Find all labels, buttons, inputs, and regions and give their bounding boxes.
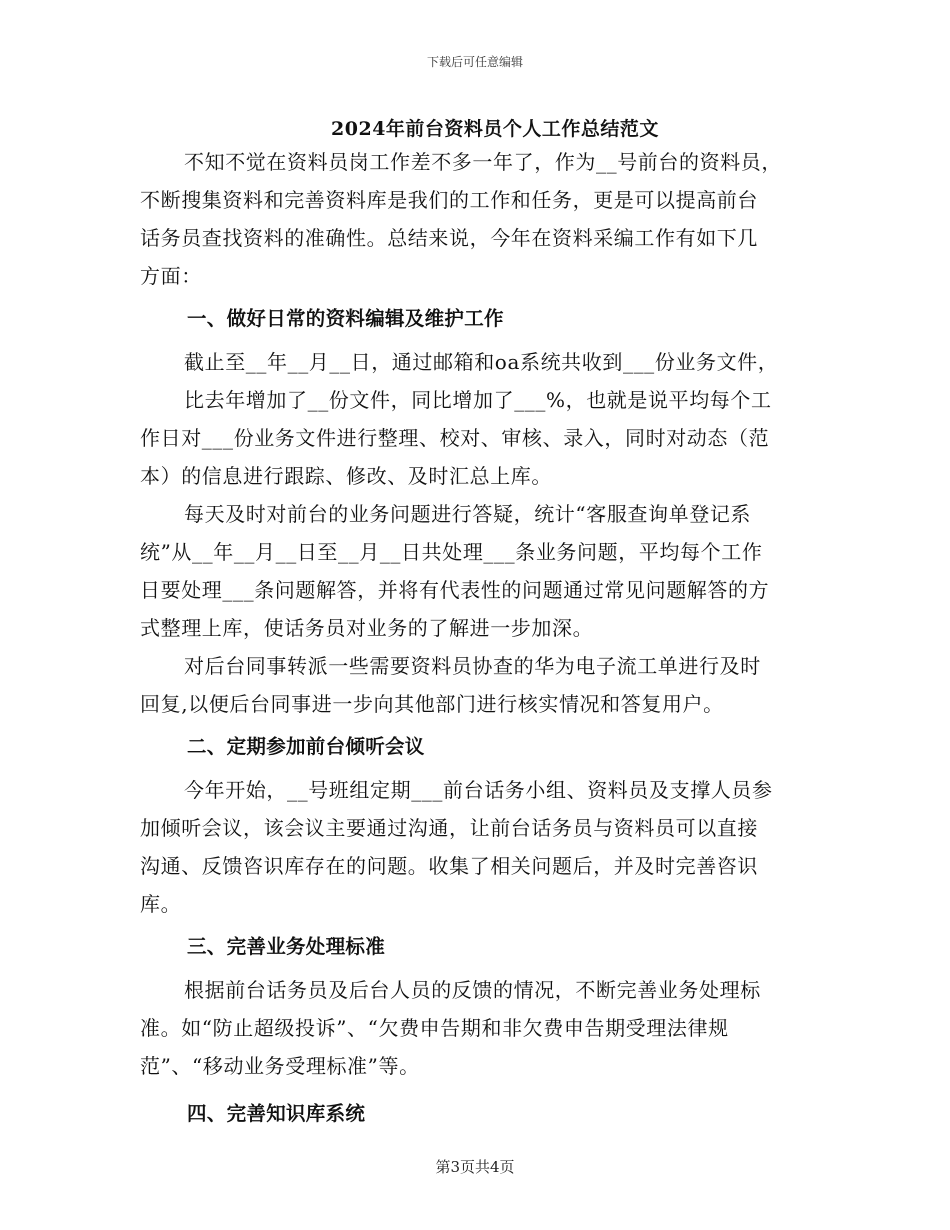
p2-line-2: 统”从__年__月__日至__月__日共处理___条业务问题，平均每个工作 <box>140 540 763 564</box>
p1-line-4: 本）的信息进行跟踪、修改、及时汇总上库。 <box>140 464 552 488</box>
p4-line-2: 加倾听会议，该会议主要通过沟通，让前台话务员与资料员可以直接 <box>140 816 758 840</box>
p2-line-4: 式整理上库，使话务员对业务的了解进一步加深。 <box>140 616 594 640</box>
p5-line-3: 范”、“移动业务受理标准”等。 <box>140 1054 420 1078</box>
section-heading-4: 四、完善知识库系统 <box>187 1102 366 1125</box>
intro-line-3: 话务员查找资料的准确性。总结来说，今年在资料采编工作有如下几 <box>140 226 758 250</box>
p5-line-2: 准。如“防止超级投诉”、“欠费申告期和非欠费申告期受理法律规 <box>140 1016 729 1040</box>
intro-line-4: 方面： <box>140 264 202 288</box>
page-footer: 第3页共4页 <box>435 1158 515 1176</box>
section-heading-3: 三、完善业务处理标准 <box>187 935 386 958</box>
p1-line-3: 作日对___份业务文件进行整理、校对、审核、录入，同时对动态（范 <box>140 426 770 450</box>
p2-line-3: 日要处理___条问题解答，并将有代表性的问题通过常见问题解答的方 <box>140 578 770 602</box>
intro-line-1: 不知不觉在资料员岗工作差不多一年了，作为__号前台的资料员， <box>184 150 782 174</box>
document-body <box>140 143 812 1133</box>
p1-line-1: 截止至__年__月__日，通过邮箱和oa系统共收到___份业务文件， <box>184 350 779 374</box>
header-note: 下载后可任意编辑 <box>426 55 523 69</box>
p5-line-1: 根据前台话务员及后台人员的反馈的情况，不断完善业务处理标 <box>184 978 761 1002</box>
section-heading-1: 一、做好日常的资料编辑及维护工作 <box>187 307 504 330</box>
p4-line-3: 沟通、反馈咨识库存在的问题。收集了相关问题后，并及时完善咨识 <box>140 854 758 878</box>
p3-line-1: 对后台同事转派一些需要资料员协查的华为电子流工单进行及时 <box>184 654 761 678</box>
p3-line-2: 回复,以便后台同事进一步向其他部门进行核实情况和答复用户。 <box>140 692 724 716</box>
intro-line-2: 不断搜集资料和完善资料库是我们的工作和任务，更是可以提高前台 <box>140 188 758 212</box>
p4-line-1: 今年开始，__号班组定期___前台话务小组、资料员及支撑人员参 <box>184 778 773 802</box>
p1-line-2: 比去年增加了__份文件，同比增加了___%，也就是说平均每个工 <box>184 388 772 412</box>
p4-line-4: 库。 <box>140 892 182 916</box>
section-heading-2: 二、定期参加前台倾听会议 <box>187 735 425 758</box>
document-title: 2024年前台资料员个人工作总结范文 <box>331 118 659 140</box>
p2-line-1: 每天及时对前台的业务问题进行答疑，统计“客服查询单登记系 <box>184 502 752 526</box>
